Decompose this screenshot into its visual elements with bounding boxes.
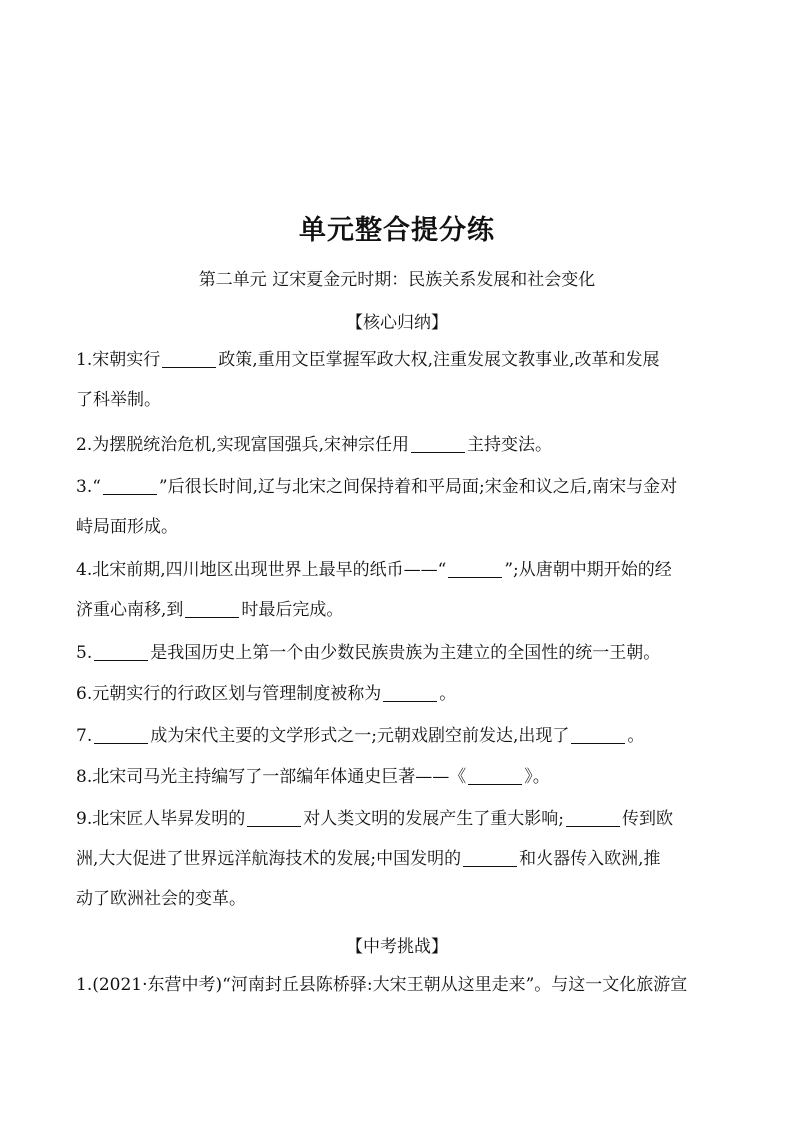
- question-text: 和火器传入欧洲,推: [519, 849, 661, 869]
- section-heading-core: 【核心归纳】: [346, 313, 448, 333]
- answer-blank[interactable]: [571, 725, 625, 744]
- question-text: 传到欧: [621, 809, 673, 829]
- question-8: [76, 757, 720, 797]
- answer-blank[interactable]: [383, 683, 437, 702]
- question-text: 4.北宋前期,四川地区出现世界上最早的纸币——“: [76, 560, 447, 580]
- question-6: [76, 674, 720, 714]
- question-text: 成为宋代主要的文学形式之一;元朝戏剧空前发达,出现了: [150, 726, 570, 746]
- section-heading-exam: 【中考挑战】: [346, 937, 448, 957]
- question-text: 峙局面形成。: [76, 517, 178, 537]
- answer-blank[interactable]: [94, 642, 148, 661]
- question-1: [76, 340, 720, 420]
- question-text: 3.“: [76, 477, 101, 497]
- question-text: 了科举制。: [76, 390, 161, 410]
- answer-blank[interactable]: [94, 725, 148, 744]
- question-2: [76, 425, 720, 465]
- question-text: 动了欧洲社会的变革。: [76, 889, 246, 909]
- page-title: 单元整合提分练: [299, 215, 495, 246]
- question-text: 是我国历史上第一个由少数民族贵族为主建立的全国性的统一王朝。: [150, 643, 661, 663]
- answer-blank[interactable]: [247, 808, 301, 827]
- question-text: 7.: [76, 726, 93, 746]
- question-text: 洲,大大促进了世界远洋航海技术的发展;中国发明的: [76, 849, 462, 869]
- answer-blank[interactable]: [468, 766, 522, 785]
- question-text: 6.元朝实行的行政区划与管理制度被称为: [76, 684, 382, 704]
- question-4: [76, 550, 720, 630]
- question-text: 。: [627, 726, 645, 746]
- answer-blank[interactable]: [185, 599, 239, 618]
- question-text: 政策,重用文臣掌握军政大权,注重发展文教事业,改革和发展: [218, 350, 660, 370]
- answer-blank[interactable]: [103, 476, 157, 495]
- answer-blank[interactable]: [448, 559, 502, 578]
- question-text: 5.: [76, 643, 93, 663]
- question-text: ”;从唐朝中期开始的经: [504, 560, 672, 580]
- question-text: 时最后完成。: [241, 600, 344, 620]
- question-text: 1.宋朝实行: [76, 350, 161, 370]
- answer-blank[interactable]: [566, 808, 620, 827]
- question-text: 。: [439, 684, 457, 704]
- question-text: 1.(2021·东营中考)“河南封丘县陈桥驿:大宋王朝从这里走来”。与这一文化旅游宣: [76, 975, 688, 995]
- answer-blank[interactable]: [463, 848, 517, 867]
- exam-question-1: [76, 965, 720, 1005]
- question-text: ”后很长时间,辽与北宋之间保持着和平局面;宋金和议之后,南宋与金对: [158, 477, 678, 497]
- question-text: 8.北宋司马光主持编写了一部编年体通史巨著——《: [76, 767, 467, 787]
- question-9: [76, 799, 720, 919]
- question-text: 2.为摆脱统治危机,实现富国强兵,宋神宗任用: [76, 435, 410, 455]
- question-text: 》。: [524, 767, 550, 787]
- answer-blank[interactable]: [162, 349, 216, 368]
- question-text: 主持变法。: [467, 435, 553, 455]
- answer-blank[interactable]: [411, 434, 465, 453]
- question-text: 济重心南移,到: [76, 600, 184, 620]
- unit-subtitle: 第二单元 辽宋夏金元时期：民族关系发展和社会变化: [198, 270, 596, 290]
- question-text: 9.北宋匠人毕昇发明的: [76, 809, 246, 829]
- question-7: [76, 716, 720, 756]
- question-text: 对人类文明的发展产生了重大影响;: [303, 809, 564, 829]
- question-5: [76, 633, 720, 673]
- question-3: [76, 467, 720, 547]
